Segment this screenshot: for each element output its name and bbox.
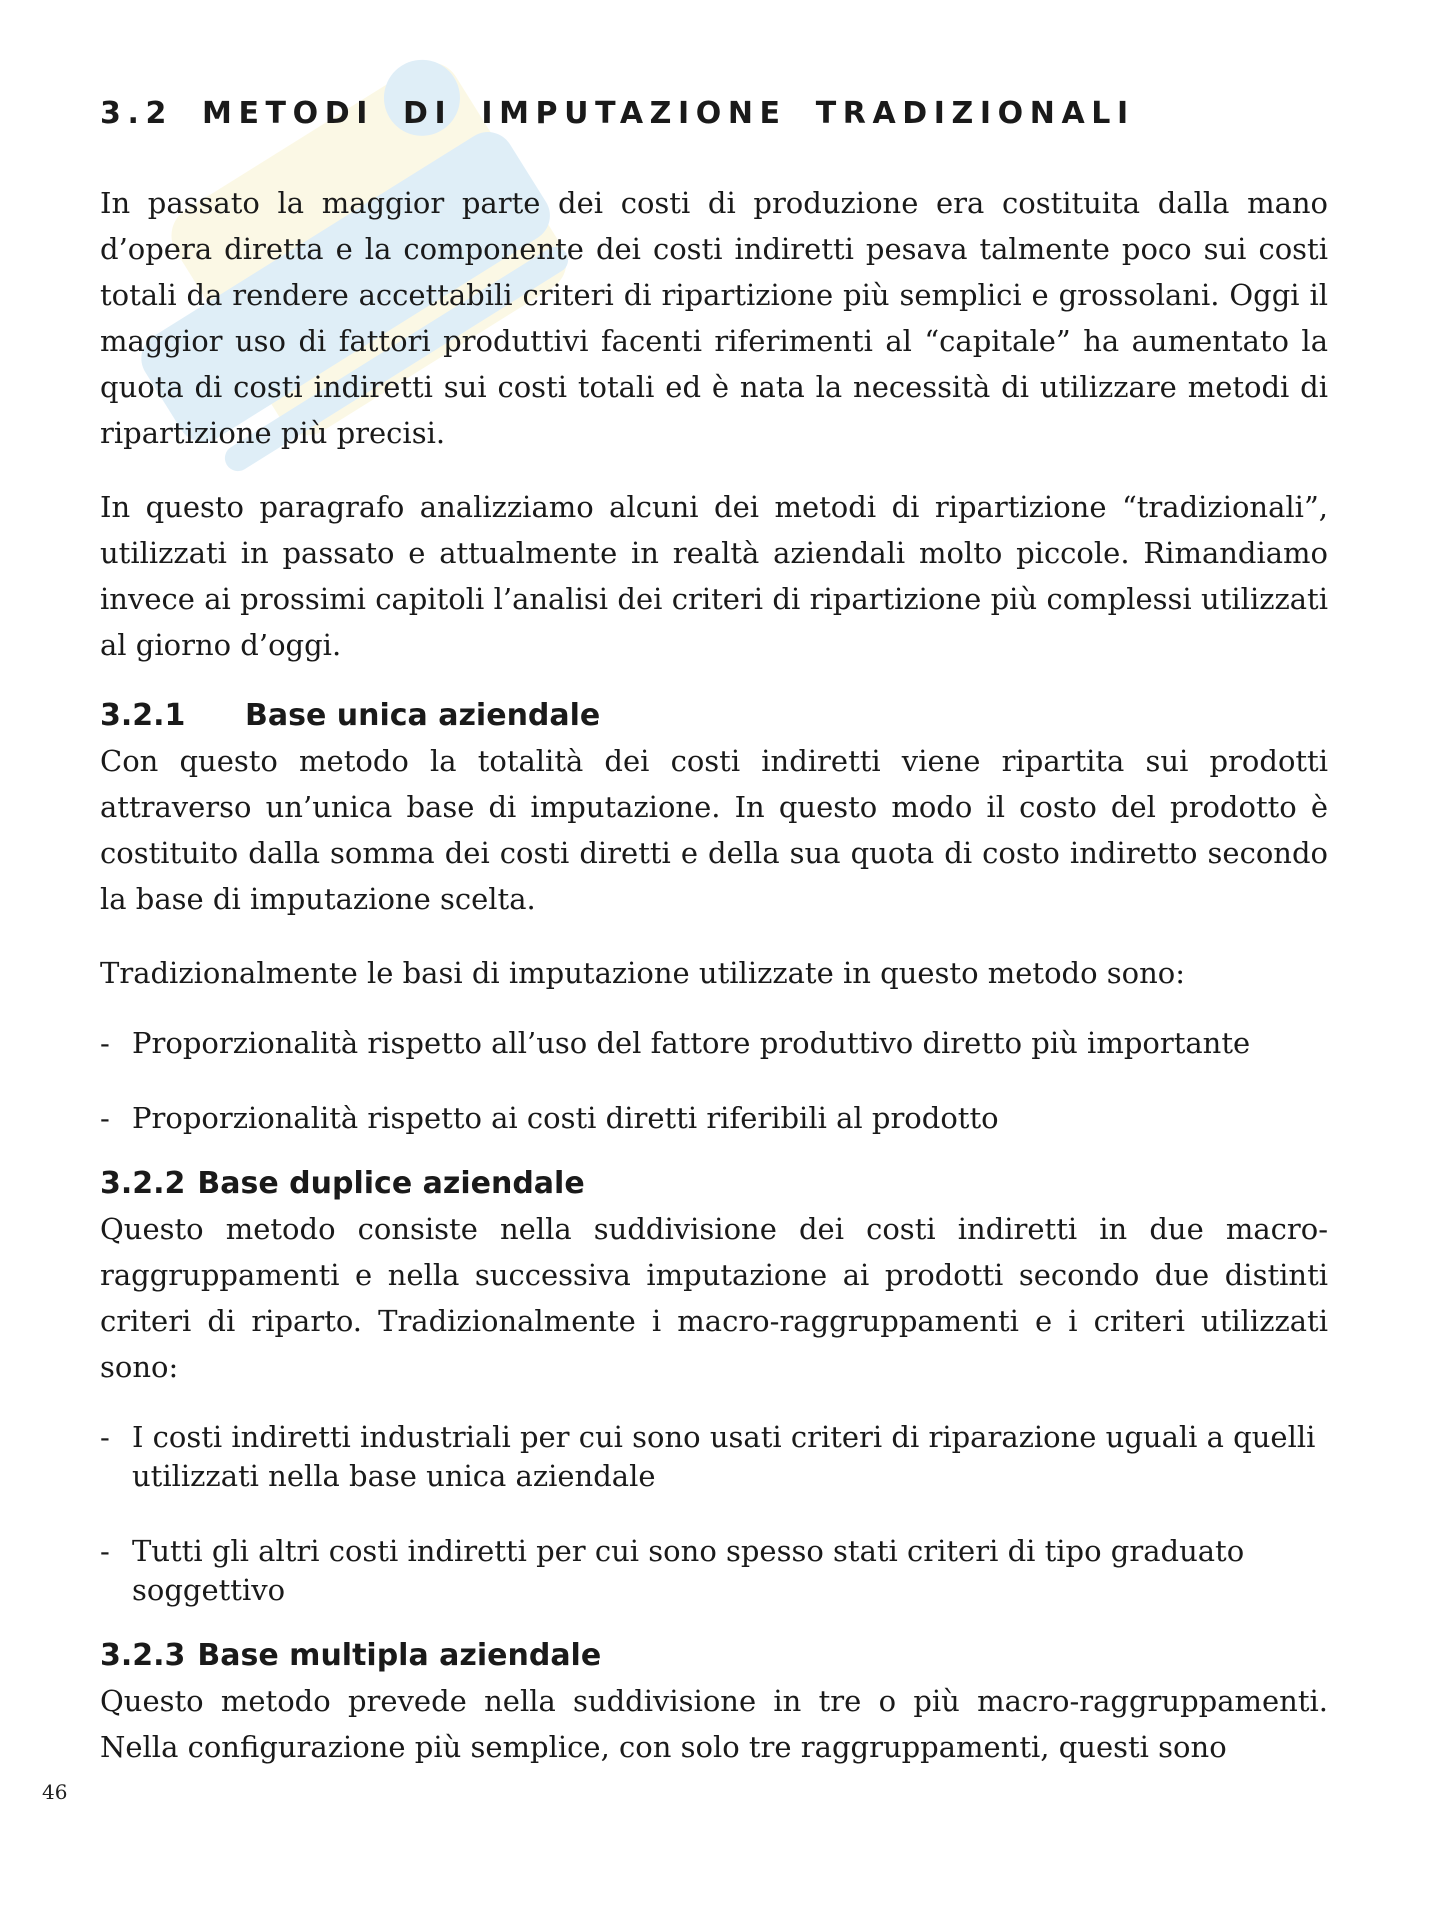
list-item-text: Tutti gli altri costi indiretti per cui sono spesso stati criteri di tipo graduato soggettivo xyxy=(132,1534,1245,1607)
bullet-list xyxy=(100,1418,1328,1610)
subsection-heading xyxy=(100,1636,1328,1676)
intro-paragraph: In questo paragrafo analizziamo alcuni dei metodi di ripartizione “tradizionali”, utilizzati in passato e attualmente in realtà aziendali molto piccole. Rimandiamo invece ai prossimi capitoli l’analisi dei criteri di ripartizione più complessi utilizzati al giorno d’oggi. xyxy=(100,490,1328,662)
document-page xyxy=(100,96,1328,1798)
subsection-number: 3.2.1 xyxy=(100,698,186,733)
list-item xyxy=(100,1532,1328,1610)
list-item xyxy=(100,1024,1328,1063)
list-item xyxy=(100,1099,1328,1138)
subsection-heading xyxy=(100,696,1328,736)
subsection-heading xyxy=(100,1164,1328,1204)
bullet-dash: - xyxy=(100,1026,110,1060)
subsection-paragraph: Questo metodo prevede nella suddivisione in tre o più macro-raggruppamenti. Nella configurazione più semplice, con solo tre raggruppamenti, questi sono xyxy=(100,1684,1328,1764)
list-item-text: I costi indiretti industriali per cui sono usati criteri di riparazione uguali a quelli utilizzati nella base unica aziendale xyxy=(132,1420,1316,1493)
subsection-title: Base duplice aziendale xyxy=(197,1166,585,1201)
bullet-dash: - xyxy=(100,1420,110,1454)
subsection-title: Base multipla aziendale xyxy=(197,1638,602,1673)
list-item xyxy=(100,1418,1328,1496)
subsection-number: 3.2.2 xyxy=(100,1166,186,1201)
bullet-list xyxy=(100,1024,1328,1138)
section-title: 3.2 METODI DI IMPUTAZIONE TRADIZIONALI xyxy=(100,96,1135,131)
subsection-paragraph: Con questo metodo la totalità dei costi indiretti viene ripartita sui prodotti attraverso un’unica base di imputazione. In questo modo il costo del prodotto è costituito dalla somma dei costi diretti e della sua quota di costo indiretto secondo la base di imputazione scelta. xyxy=(100,744,1328,916)
subsection-number: 3.2.3 xyxy=(100,1638,186,1673)
bullet-dash: - xyxy=(100,1534,110,1568)
subsection-paragraph: Questo metodo consiste nella suddivisione dei costi indiretti in due macro-raggruppamenti e nella successiva imputazione ai prodotti secondo due distinti criteri di riparto. Tradizionalmente i macro-raggruppamenti e i criteri utilizzati sono: xyxy=(100,1212,1328,1384)
page-number: 46 xyxy=(42,1780,68,1804)
bullet-dash: - xyxy=(100,1101,110,1135)
subsection-paragraph: Tradizionalmente le basi di imputazione utilizzate in questo metodo sono: xyxy=(100,956,1186,990)
list-item-text: Proporzionalità rispetto all’uso del fattore produttivo diretto più importante xyxy=(132,1026,1251,1060)
list-item-text: Proporzionalità rispetto ai costi diretti riferibili al prodotto xyxy=(132,1101,999,1135)
subsection-title: Base unica aziendale xyxy=(245,698,601,733)
intro-paragraph: In passato la maggior parte dei costi di produzione era costituita dalla mano d’opera diretta e la componente dei costi indiretti pesava talmente poco sui costi totali da rendere accettabili criteri di ripartizione più semplici e grossolani. Oggi il maggior uso di fattori produttivi facenti riferimenti al “capitale” ha aumentato la quota di costi indiretti sui costi totali ed è nata la necessità di utilizzare metodi di ripartizione più precisi. xyxy=(100,186,1328,450)
